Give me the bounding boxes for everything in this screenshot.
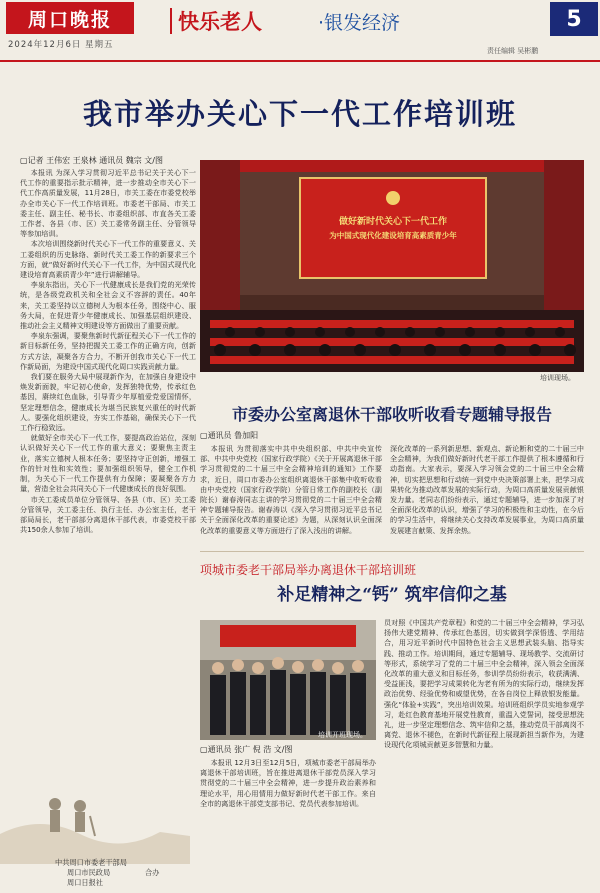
- article3-body-left: [200, 758, 376, 864]
- page-editor: 责任编辑 吴彬鹏: [487, 47, 539, 55]
- group-photo: [200, 620, 376, 740]
- article3-byline-text: 通讯员 张广 倪 浩 文/图: [207, 745, 293, 754]
- article2-body-right: [390, 444, 584, 534]
- article3-body-right: [384, 618, 584, 864]
- article1-para: 我们要在服务大局中展现新作为，在加强自身建设中焕发新面貌，牢记初心使命，发挥独特优势，传承红色基因，赓续红色血脉，引导青少年厚植爱党爱国情怀，坚定理想信念，健康成长为堪当民族复兴重任的时代新人。要强化组织建设，夯实工作基础，确保关心下一代工作行稳致远。: [20, 372, 196, 433]
- organizer-3: 周口日报社: [67, 878, 103, 887]
- elderly-silhouette-decoration: [0, 764, 190, 864]
- article3-byline: [200, 744, 292, 755]
- pen-icon: ▢: [20, 156, 28, 165]
- main-headline: 我市举办关心下一代工作培训班: [82, 97, 517, 131]
- training-hall-illustration: [200, 160, 584, 372]
- section-title: 快乐老人: [178, 9, 262, 34]
- newspaper-logo: 周口晚报: [6, 2, 134, 34]
- training-hall-photo: [200, 160, 584, 372]
- article1-para: 本次培训围绕新时代关心下一代工作的重要意义、关工委组织的历史脉络、新时代关工委工作的新要求三个方面，就“做好新时代关心下一代工作，为中国式现代化建设培育高素质青少年”进行讲解辅导。: [20, 239, 196, 280]
- article1-para: 本报讯 为深入学习贯彻习近平总书记关于关心下一代工作的重要指示批示精神，进一步推动全市关心下一代工作高质量发展，11月28日，市关工委在市委党校举办全市关心下一代工作培训班。市委老干部局、市关工委主任、副主任、秘书长、市委组织部、市直各关工委工作者、各县（市、区）关工委常务副主任、分管领导等参加培训。: [20, 168, 196, 239]
- page-number: 5: [550, 2, 598, 36]
- article3-para: 员对照《中国共产党章程》和党的二十届三中全会精神，学习弘扬伟大建党精神、传承红色基因，切实做到学深悟透、学用结合，用习近平新时代中国特色社会主义思想武装头脑、指导实践、推动工作。培训期间，通过专题辅导、现场教学、交流研讨等形式，系统学习了党的二十届三中全会精神，深入领会全面深化改革的重大意义和目标任务，参训学员纷纷表示，收获满满、受益匪浅，要把学习成果转化为老有所为的实际行动，继续发挥政治优势、经验优势和威望优势，在各自岗位上释放银发能量。强化“体验+实践”，突出培训效果。培训班组织学员实地参观学习，赴红色教育基地开展党性教育，重温入党誓词，接受思想洗礼，进一步坚定理想信念、筑牢信仰之基，推动党员干部离岗不离党、退休不褪色，在新时代新征程上展现新担当新作为，为建设现代化项城贡献更多智慧和力量。: [384, 618, 584, 750]
- masthead-rule: [0, 60, 600, 62]
- article1-para: 就做好全市关心下一代工作，要提高政治站位，深刻认识做好关心下一代工作的重大意义；要聚焦主责主业，落实立德树人根本任务；要坚持守正创新，增强工作的针对性和实效性；要加强组织领导，健全工作机制，为关心下一代工作提供有力保障；要凝聚各方力量，营造全社会共同关心下一代健康成长的良好氛围。: [20, 433, 196, 494]
- co-organized-label: 合办: [145, 868, 160, 877]
- article1-para: 李泉东指出，关心下一代健康成长是我们党的光荣传统，是各级党政机关和全社会义不容辞的责任。40年来，关工委坚持以立德树人为根本任务，围绕中心、服务大局，在促进青少年健康成长、加强基层组织建设、推动社会主义精神文明建设等方面做出了重要贡献。: [20, 280, 196, 331]
- article2-byline: [200, 430, 258, 441]
- article3-kicker: 项城市委老干部局举办离退休干部培训班: [200, 563, 417, 577]
- article2-para: 深化改革的一系列新思想、新观点、新论断和党的二十届三中全会精神，为我们做好新时代老干部工作提供了根本遵循和行动指南。大家表示，要深入学习领会党的二十届三中全会精神，切实把思想和行动统一到党中央决策部署上来，把学习成果转化为推动改革发展的实际行动，为周口高质量发展贡献银发力量。老同志们纷纷表示，通过专题辅导，进一步加深了对全面深化改革的认识，增强了学习的积极性和主动性，在今后的学习生活中，将继续关心支持改革发展事业，为周口高质量发展建言献策、发挥余热。: [390, 444, 584, 534]
- section-divider: [170, 8, 172, 34]
- article1-byline-text: 记者 王伟宏 王泉林 通讯员 魏宗 文/图: [27, 156, 163, 165]
- article1-body: [20, 168, 196, 720]
- section-subtitle: ·银发经济: [318, 12, 401, 34]
- article1-byline: [20, 155, 163, 166]
- article1-para: 市关工委成员单位分管领导、各县（市、区）关工委分管领导，关工委主任、执行主任、办公室主任，老干部局局长，老干部部分离退休干部代表，市委党校干部共150余人参加了培训。: [20, 494, 196, 535]
- article1-para: 李泉东强调，要聚焦新时代新征程关心下一代工作的新目标新任务，坚持把握关工委工作的正确方向，创新方式方法，凝聚各方合力，不断开创我市关心下一代工作新局面，为建设中国式现代化周口实践贡献力量。: [20, 331, 196, 371]
- photo1-caption: 培训现场。: [540, 374, 575, 382]
- organizer-1: 中共周口市委老干部局: [55, 858, 127, 867]
- banner-line1: 做好新时代关心下一代工作: [338, 217, 447, 227]
- photo2-caption: 培训开班现场。: [318, 731, 367, 739]
- co-organizers: [55, 858, 127, 888]
- organizer-2: 周口市民政局: [67, 868, 111, 877]
- pen-icon: ▢: [200, 431, 208, 440]
- banner-line2: 为中国式现代化建设培育高素质青少年: [329, 231, 457, 240]
- pen-icon: ▢: [200, 745, 208, 754]
- article2-body-left: [200, 444, 382, 534]
- article2-headline: 市委办公室离退休干部收听收看专题辅导报告: [231, 405, 552, 424]
- issue-date: 2024年12月6日 星期五: [8, 40, 114, 50]
- article2-byline-text: 通讯员 鲁加阳: [207, 431, 259, 440]
- group-photo-illustration: [200, 620, 376, 740]
- article2-para: 本报讯 为贯彻落实中共中央组织部、中共中央宣传部、中共中央党校（国家行政学院）《关于开展离退休干部学习贯彻党的二十届三中全会精神培训的通知》工作要求，近日，周口市委办公室组织离退休干部集中收听收看由中央党校（国家行政学院）分管日常工作的副校长（副院长）谢春涛同志主讲的学习贯彻党的二十届三中全会精神专题辅导报告。谢春涛以《深入学习贯彻习近平总书记关于全面深化改革的重要论述》为题，从深刻认识全面深化改革的重要意义等方面进行了深入浅出的讲解。: [200, 444, 382, 534]
- article3-headline: 补足精神之“钙” 筑牢信仰之基: [277, 585, 507, 605]
- article3-para: 本报讯 12月3日至12月5日，项城市委老干部局举办离退休干部培训班，旨在推进离退休干部党员深入学习贯彻党的二十届三中全会精神，进一步提升政治素养和理论水平，用心用情用力做好新时代老干部工作。来自全市的离退休干部党支部书记、党员代表参加培训。: [200, 758, 376, 808]
- article-separator: [200, 551, 584, 552]
- photo-banner-text: [300, 215, 486, 243]
